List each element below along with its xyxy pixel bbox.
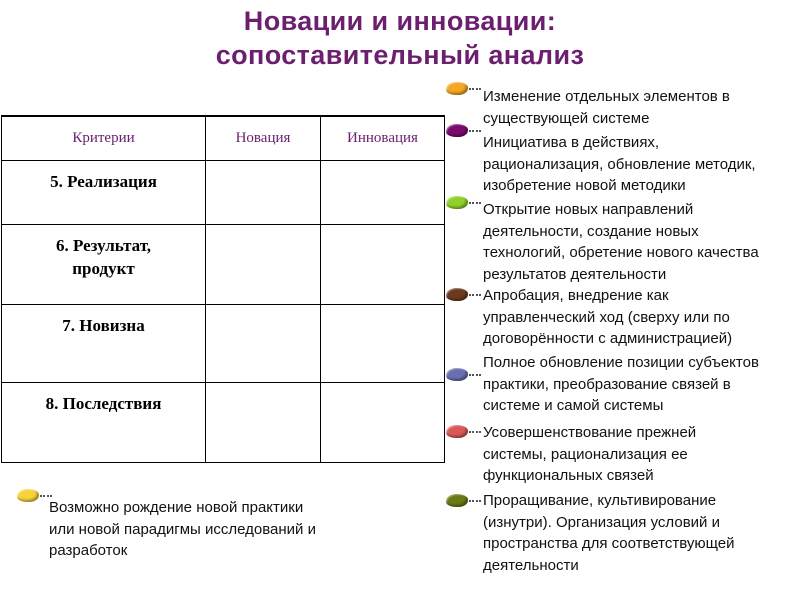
table-row — [2, 305, 445, 383]
criteria-table — [1, 115, 445, 463]
title-line-1: Новации и инновации: — [243, 6, 557, 36]
note-line: Возможно рождение новой практики — [49, 499, 304, 516]
legend-line: системы, рационализация ее — [483, 445, 688, 463]
legend-line: деятельности, создание новых — [483, 222, 699, 240]
red-blob-icon — [446, 425, 468, 438]
olive-blob-icon — [446, 494, 468, 507]
legend-text — [483, 352, 800, 417]
innovation-cell — [321, 305, 445, 383]
legend-text — [483, 86, 800, 129]
slate-blue-blob-icon — [446, 368, 468, 381]
table-row — [2, 161, 445, 225]
criterion-novelty: 7. Новизна — [2, 305, 206, 383]
purple-blob-icon — [446, 124, 468, 137]
legend-line: системе и самой системы — [483, 397, 664, 414]
legend-line: Проращивание, культивирование — [483, 492, 717, 509]
table-row — [2, 383, 445, 463]
legend-line: Апробация, внедрение как — [483, 287, 669, 304]
innovation-cell — [321, 225, 445, 305]
legend-line: функциональных связей — [483, 467, 654, 484]
legend-text — [483, 199, 800, 285]
legend-text — [483, 132, 800, 197]
brown-blob-icon — [446, 288, 468, 301]
criterion-result-label: 6. Результат, продукт — [55, 236, 152, 278]
page-title — [0, 4, 800, 72]
note-line: разработок — [49, 542, 128, 559]
legend-line: Инициатива в действиях, — [483, 134, 660, 151]
legend-line: пространства для соответствующей — [483, 535, 735, 552]
legend-line: Изменение отдельных элементов в — [483, 88, 730, 105]
header-innovation: Инновация — [321, 116, 445, 161]
note-text — [49, 497, 389, 562]
table-header-row — [2, 116, 445, 161]
legend-line: рационализация, обновление методик, — [483, 155, 756, 173]
innovation-cell — [321, 383, 445, 463]
criterion-realization: 5. Реализация — [2, 161, 206, 225]
legend-text — [483, 490, 800, 576]
legend-line: Открытие новых направлений — [483, 201, 694, 218]
header-criteria: Критерии — [2, 116, 206, 161]
novation-cell — [206, 225, 321, 305]
legend-line: результатов деятельности — [483, 265, 667, 283]
orange-blob-icon — [446, 82, 468, 95]
note-line: или новой парадигмы исследований и — [49, 520, 316, 538]
legend-line: изобретение новой методики — [483, 177, 686, 194]
legend-line: деятельности — [483, 556, 579, 574]
legend-line: технологий, обретение нового качества — [483, 244, 759, 261]
legend-line: практики, преобразование связей в — [483, 375, 731, 393]
novation-cell — [206, 383, 321, 463]
innovation-cell — [321, 161, 445, 225]
legend-line: договорённости с администрацией) — [483, 330, 733, 347]
criterion-result — [2, 225, 206, 305]
lime-blob-icon — [446, 196, 468, 209]
header-novation: Новация — [206, 116, 321, 161]
legend-text — [483, 285, 800, 350]
novation-cell — [206, 305, 321, 383]
legend-line: Усовершенствование прежней — [483, 424, 697, 441]
legend-line: Полное обновление позиции субъектов — [483, 354, 759, 371]
title-line-2: сопоставительный анализ — [215, 40, 585, 70]
legend-text — [483, 422, 800, 487]
legend-line: управленческий ход (сверху или по — [483, 308, 730, 326]
novation-cell — [206, 161, 321, 225]
yellow-blob-icon — [17, 489, 39, 502]
criterion-consequences: 8. Последствия — [2, 383, 206, 463]
legend-line: (изнутри). Организация условий и — [483, 513, 720, 531]
table-row — [2, 225, 445, 305]
legend-line: существующей системе — [483, 109, 650, 127]
